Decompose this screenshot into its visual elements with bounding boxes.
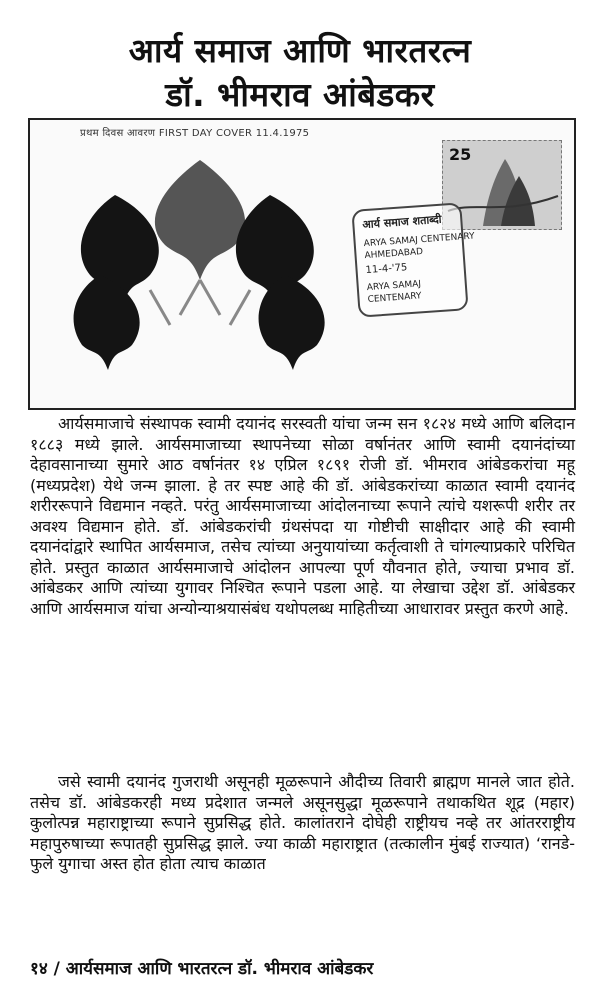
postmark-line: AHMEDABAD	[364, 247, 424, 262]
article-title-line1: आर्य समाज आणि भारतरत्न	[128, 31, 472, 70]
leaf-stems	[150, 280, 250, 325]
cover-caption: प्रथम दिवस आवरण FIRST DAY COVER 11.4.1975	[80, 128, 310, 139]
body-paragraph-2: जसे स्वामी दयानंद गुजराथी असूनही मूळरूपाने औदीच्य तिवारी ब्राह्मण मानले जात होते. तसेच डॉ. आंबेडकरही मध्य प्रदेशात जन्मले असूनसुद्धा मूळरूपाने तथाकथित शूद्र (महार) कुलोत्पन्न महाराष्ट्राच्या रूपाने सुप्रसिद्ध होते. कालांतराने दोघेही राष्ट्रीयच नव्हे तर आंतरराष्ट्रीय महापुरुषाच्या रूपातही सुप्रसिद्ध झाले. ज्या काळी महाराष्ट्रात (तत्कालीन मुंबई राज्यात) ‘रानडे-फुले युगाचा अस्त होत होता त्याच काळात	[30, 772, 575, 873]
cancellation-postmark	[351, 202, 475, 317]
first-day-cover-image	[28, 118, 576, 410]
postmark-line: CENTENARY	[367, 291, 422, 306]
body-paragraph-1: आर्यसमाजाचे संस्थापक स्वामी दयानंद सरस्वती यांचा जन्म सन १८२४ मध्ये आणि बलिदान १८८३ मध्ये झाले. आर्यसमाजाच्या स्थापनेच्या सोळा वर्षानंतर आणि स्वामी दयानंदांच्या देहावसानाच्या सुमारे आठ वर्षानंतर १४ एप्रिल १८९१ रोजी डॉ. भीमराव आंबेडकरांचा महू (मध्यप्रदेश) येथे जन्म झाला. हे तर स्पष्ट आहे की डॉ. आंबेडकरांच्या काळात स्वामी दयानंद शरीररूपाने विद्यमान नव्हते. परंतु आर्यसमाजाच्या आंदोलनाच्या रूपाने त्यांचे यशरूपी शरीर तर अवश्य विद्यमान होते. डॉ. आंबेडकरांची ग्रंथसंपदा या गोष्टीची साक्षीदार आहे की स्वामी दयानंदांद्वारे स्थापित आर्यसमाज, तसेच त्यांच्या अनुयायांच्या कर्तृत्वाशी ते चांगल्याप्रकारे परिचित होते. प्रस्तुत काळात आर्यसमाजाचे आंदोलन आपल्या पूर्ण यौवनात होते, ज्याचा प्रभाव डॉ. आंबेडकर आणि त्यांच्या युगावर निश्चित रूपाने पडला आहे. या लेखाचा उद्देश डॉ. आंबेडकर आणि आर्यसमाज यांचा अन्योन्याश्रयासंबंध यथोपलब्ध माहितीच्या आधारावर प्रस्तुत करणे आहे.	[30, 414, 575, 618]
peepal-leaves-illustration	[60, 140, 340, 380]
stamp-value: 25	[449, 145, 472, 164]
postmark-line: ARYA SAMAJ CENTENARY	[363, 231, 475, 250]
postmark-line: ARYA SAMAJ	[366, 279, 422, 294]
article-title-line2: डॉ. भीमराव आंबेडकर	[165, 75, 435, 114]
postmark-line: आर्य समाज शताब्दी	[361, 212, 442, 232]
leaf-top	[155, 160, 245, 280]
page-footer: १४ / आर्यसमाज आणि भारतरत्न डॉ. भीमराव आंबेडकर	[30, 959, 374, 979]
postmark-date: 11-4-'75	[365, 262, 408, 277]
